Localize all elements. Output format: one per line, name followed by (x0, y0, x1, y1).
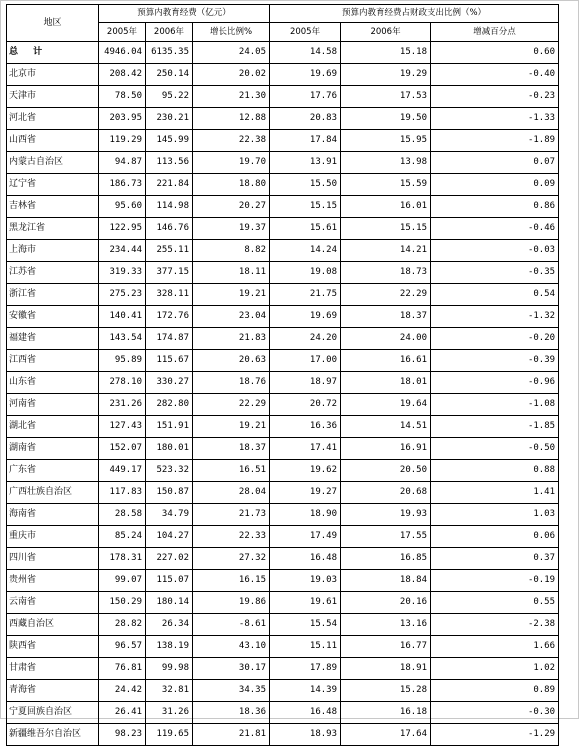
value-cell: 0.06 (431, 526, 559, 548)
value-cell: 523.32 (146, 460, 193, 482)
value-cell: 21.30 (193, 86, 270, 108)
col-2006-ratio: 2006年 (341, 23, 431, 42)
value-cell: 145.99 (146, 130, 193, 152)
value-cell: 34.79 (146, 504, 193, 526)
value-cell: 43.10 (193, 636, 270, 658)
value-cell: 20.83 (270, 108, 341, 130)
value-cell: 115.07 (146, 570, 193, 592)
region-cell: 广东省 (7, 460, 99, 482)
value-cell: 174.87 (146, 328, 193, 350)
region-cell: 黑龙江省 (7, 218, 99, 240)
region-cell: 新疆维吾尔自治区 (7, 724, 99, 746)
value-cell: -1.85 (431, 416, 559, 438)
region-cell: 福建省 (7, 328, 99, 350)
table-row (7, 130, 559, 152)
table-row (7, 350, 559, 372)
value-cell: 95.60 (99, 196, 146, 218)
value-cell: 0.09 (431, 174, 559, 196)
value-cell: 203.95 (99, 108, 146, 130)
value-cell: 20.16 (341, 592, 431, 614)
value-cell: 20.63 (193, 350, 270, 372)
value-cell: 377.15 (146, 262, 193, 284)
value-cell: 16.91 (341, 438, 431, 460)
value-cell: 15.18 (341, 42, 431, 64)
value-cell: -0.35 (431, 262, 559, 284)
value-cell: 18.80 (193, 174, 270, 196)
value-cell: 230.21 (146, 108, 193, 130)
value-cell: 117.83 (99, 482, 146, 504)
value-cell: 0.89 (431, 680, 559, 702)
ratio-group-header: 预算内教育经费占财政支出比例（%） (270, 5, 559, 23)
value-cell: 152.07 (99, 438, 146, 460)
value-cell: -0.30 (431, 702, 559, 724)
value-cell: 250.14 (146, 64, 193, 86)
value-cell: 13.16 (341, 614, 431, 636)
value-cell: 15.59 (341, 174, 431, 196)
table-row (7, 570, 559, 592)
value-cell: 78.50 (99, 86, 146, 108)
value-cell: 1.03 (431, 504, 559, 526)
table-row (7, 174, 559, 196)
region-cell: 陕西省 (7, 636, 99, 658)
value-cell: 26.41 (99, 702, 146, 724)
col-2006-budget: 2006年 (146, 23, 193, 42)
table-row (7, 526, 559, 548)
value-cell: -1.32 (431, 306, 559, 328)
value-cell: 16.85 (341, 548, 431, 570)
value-cell: 21.81 (193, 724, 270, 746)
value-cell: -0.39 (431, 350, 559, 372)
education-budget-table (6, 4, 559, 746)
region-cell: 河北省 (7, 108, 99, 130)
value-cell: 17.64 (341, 724, 431, 746)
value-cell: 18.36 (193, 702, 270, 724)
value-cell: 19.93 (341, 504, 431, 526)
value-cell: 186.73 (99, 174, 146, 196)
region-cell: 四川省 (7, 548, 99, 570)
value-cell: 140.41 (99, 306, 146, 328)
value-cell: -0.23 (431, 86, 559, 108)
value-cell: 16.51 (193, 460, 270, 482)
value-cell: 119.65 (146, 724, 193, 746)
value-cell: 23.04 (193, 306, 270, 328)
value-cell: 16.48 (270, 548, 341, 570)
table-row (7, 152, 559, 174)
value-cell: 13.91 (270, 152, 341, 174)
value-cell: 76.81 (99, 658, 146, 680)
value-cell: 18.97 (270, 372, 341, 394)
value-cell: -0.20 (431, 328, 559, 350)
value-cell: 0.60 (431, 42, 559, 64)
value-cell: 17.53 (341, 86, 431, 108)
table-row (7, 306, 559, 328)
table-row (7, 240, 559, 262)
value-cell: -1.08 (431, 394, 559, 416)
table-row (7, 482, 559, 504)
value-cell: 16.36 (270, 416, 341, 438)
region-cell: 总 计 (7, 42, 99, 64)
value-cell: 19.03 (270, 570, 341, 592)
value-cell: 19.69 (270, 306, 341, 328)
value-cell: 18.37 (341, 306, 431, 328)
value-cell: 20.50 (341, 460, 431, 482)
value-cell: 30.17 (193, 658, 270, 680)
table-row (7, 218, 559, 240)
value-cell: 138.19 (146, 636, 193, 658)
value-cell: 17.76 (270, 86, 341, 108)
value-cell: 16.18 (341, 702, 431, 724)
value-cell: 114.98 (146, 196, 193, 218)
value-cell: 14.24 (270, 240, 341, 262)
value-cell: 16.48 (270, 702, 341, 724)
value-cell: 99.07 (99, 570, 146, 592)
region-cell: 宁夏回族自治区 (7, 702, 99, 724)
value-cell: 0.37 (431, 548, 559, 570)
value-cell: 208.42 (99, 64, 146, 86)
value-cell: 18.73 (341, 262, 431, 284)
value-cell: -2.38 (431, 614, 559, 636)
value-cell: 98.23 (99, 724, 146, 746)
value-cell: 328.11 (146, 284, 193, 306)
region-cell: 甘肃省 (7, 658, 99, 680)
region-cell: 江苏省 (7, 262, 99, 284)
value-cell: -1.29 (431, 724, 559, 746)
value-cell: 15.54 (270, 614, 341, 636)
value-cell: 19.37 (193, 218, 270, 240)
value-cell: 18.11 (193, 262, 270, 284)
value-cell: 22.33 (193, 526, 270, 548)
value-cell: 19.27 (270, 482, 341, 504)
value-cell: 180.01 (146, 438, 193, 460)
table-row (7, 328, 559, 350)
table-row (7, 614, 559, 636)
value-cell: 17.55 (341, 526, 431, 548)
value-cell: 150.29 (99, 592, 146, 614)
value-cell: 24.05 (193, 42, 270, 64)
value-cell: -0.19 (431, 570, 559, 592)
value-cell: 16.15 (193, 570, 270, 592)
value-cell: 14.39 (270, 680, 341, 702)
value-cell: 18.93 (270, 724, 341, 746)
region-cell: 西藏自治区 (7, 614, 99, 636)
value-cell: 28.58 (99, 504, 146, 526)
value-cell: 1.02 (431, 658, 559, 680)
value-cell: 26.34 (146, 614, 193, 636)
value-cell: -0.46 (431, 218, 559, 240)
value-cell: 146.76 (146, 218, 193, 240)
value-cell: 19.64 (341, 394, 431, 416)
region-cell: 湖南省 (7, 438, 99, 460)
region-cell: 吉林省 (7, 196, 99, 218)
table-row (7, 658, 559, 680)
value-cell: 24.20 (270, 328, 341, 350)
value-cell: 18.76 (193, 372, 270, 394)
value-cell: -1.33 (431, 108, 559, 130)
value-cell: 15.15 (270, 196, 341, 218)
value-cell: 330.27 (146, 372, 193, 394)
value-cell: -0.96 (431, 372, 559, 394)
region-cell: 辽宁省 (7, 174, 99, 196)
region-cell: 江西省 (7, 350, 99, 372)
value-cell: 19.08 (270, 262, 341, 284)
col-growth-rate: 增长比例% (193, 23, 270, 42)
value-cell: 231.26 (99, 394, 146, 416)
value-cell: 20.02 (193, 64, 270, 86)
col-2005-ratio: 2005年 (270, 23, 341, 42)
table-row (7, 108, 559, 130)
value-cell: 4946.04 (99, 42, 146, 64)
table-row (7, 284, 559, 306)
value-cell: 19.86 (193, 592, 270, 614)
table-row (7, 702, 559, 724)
region-header: 地区 (7, 5, 99, 42)
table-row (7, 636, 559, 658)
value-cell: 227.02 (146, 548, 193, 570)
value-cell: 28.82 (99, 614, 146, 636)
value-cell: 0.86 (431, 196, 559, 218)
value-cell: 0.07 (431, 152, 559, 174)
value-cell: 22.29 (341, 284, 431, 306)
value-cell: 17.84 (270, 130, 341, 152)
value-cell: 19.21 (193, 416, 270, 438)
value-cell: 180.14 (146, 592, 193, 614)
col-ratio-change: 增减百分点 (431, 23, 559, 42)
value-cell: 95.89 (99, 350, 146, 372)
value-cell: -0.40 (431, 64, 559, 86)
value-cell: 18.37 (193, 438, 270, 460)
value-cell: 28.04 (193, 482, 270, 504)
value-cell: -8.61 (193, 614, 270, 636)
total-row (7, 42, 559, 64)
value-cell: 0.88 (431, 460, 559, 482)
region-cell: 重庆市 (7, 526, 99, 548)
value-cell: 17.89 (270, 658, 341, 680)
value-cell: 104.27 (146, 526, 193, 548)
value-cell: -1.89 (431, 130, 559, 152)
value-cell: 12.88 (193, 108, 270, 130)
value-cell: 18.84 (341, 570, 431, 592)
region-cell: 北京市 (7, 64, 99, 86)
region-cell: 湖北省 (7, 416, 99, 438)
table-row (7, 438, 559, 460)
value-cell: 19.61 (270, 592, 341, 614)
value-cell: 19.29 (341, 64, 431, 86)
value-cell: 18.91 (341, 658, 431, 680)
region-cell: 云南省 (7, 592, 99, 614)
value-cell: 95.22 (146, 86, 193, 108)
col-2005-budget: 2005年 (99, 23, 146, 42)
value-cell: 17.00 (270, 350, 341, 372)
table-row (7, 64, 559, 86)
region-cell: 河南省 (7, 394, 99, 416)
value-cell: 19.62 (270, 460, 341, 482)
value-cell: 24.00 (341, 328, 431, 350)
value-cell: 32.81 (146, 680, 193, 702)
value-cell: 319.33 (99, 262, 146, 284)
region-cell: 浙江省 (7, 284, 99, 306)
value-cell: 275.23 (99, 284, 146, 306)
value-cell: 143.54 (99, 328, 146, 350)
value-cell: 122.95 (99, 218, 146, 240)
value-cell: 14.21 (341, 240, 431, 262)
value-cell: 15.61 (270, 218, 341, 240)
value-cell: 21.83 (193, 328, 270, 350)
table-header (7, 5, 559, 42)
value-cell: 14.51 (341, 416, 431, 438)
value-cell: 22.38 (193, 130, 270, 152)
value-cell: 151.91 (146, 416, 193, 438)
value-cell: 27.32 (193, 548, 270, 570)
value-cell: 178.31 (99, 548, 146, 570)
value-cell: 22.29 (193, 394, 270, 416)
value-cell: 14.58 (270, 42, 341, 64)
region-cell: 安徽省 (7, 306, 99, 328)
value-cell: 20.68 (341, 482, 431, 504)
value-cell: 449.17 (99, 460, 146, 482)
table-row (7, 548, 559, 570)
value-cell: 16.61 (341, 350, 431, 372)
value-cell: 18.90 (270, 504, 341, 526)
value-cell: 1.66 (431, 636, 559, 658)
value-cell: 0.54 (431, 284, 559, 306)
value-cell: 34.35 (193, 680, 270, 702)
value-cell: 19.70 (193, 152, 270, 174)
region-cell: 海南省 (7, 504, 99, 526)
value-cell: 221.84 (146, 174, 193, 196)
value-cell: 99.98 (146, 658, 193, 680)
value-cell: 18.01 (341, 372, 431, 394)
value-cell: 113.56 (146, 152, 193, 174)
table-row (7, 262, 559, 284)
value-cell: -0.03 (431, 240, 559, 262)
region-cell: 广西壮族自治区 (7, 482, 99, 504)
value-cell: 15.95 (341, 130, 431, 152)
region-cell: 山西省 (7, 130, 99, 152)
region-cell: 山东省 (7, 372, 99, 394)
table-row (7, 86, 559, 108)
value-cell: 115.67 (146, 350, 193, 372)
value-cell: 278.10 (99, 372, 146, 394)
table-body (7, 42, 559, 746)
table-row (7, 460, 559, 482)
value-cell: 255.11 (146, 240, 193, 262)
value-cell: 15.50 (270, 174, 341, 196)
value-cell: 282.80 (146, 394, 193, 416)
value-cell: 19.50 (341, 108, 431, 130)
region-cell: 贵州省 (7, 570, 99, 592)
value-cell: 31.26 (146, 702, 193, 724)
value-cell: 20.27 (193, 196, 270, 218)
value-cell: 0.55 (431, 592, 559, 614)
value-cell: 21.73 (193, 504, 270, 526)
value-cell: 119.29 (99, 130, 146, 152)
value-cell: 21.75 (270, 284, 341, 306)
value-cell: 17.41 (270, 438, 341, 460)
value-cell: 16.01 (341, 196, 431, 218)
value-cell: 19.21 (193, 284, 270, 306)
table-row (7, 504, 559, 526)
value-cell: 19.69 (270, 64, 341, 86)
table-row (7, 680, 559, 702)
value-cell: 15.11 (270, 636, 341, 658)
value-cell: 127.43 (99, 416, 146, 438)
value-cell: 172.76 (146, 306, 193, 328)
value-cell: 1.41 (431, 482, 559, 504)
region-cell: 上海市 (7, 240, 99, 262)
table-row (7, 416, 559, 438)
value-cell: 234.44 (99, 240, 146, 262)
value-cell: 24.42 (99, 680, 146, 702)
value-cell: 20.72 (270, 394, 341, 416)
table-row (7, 196, 559, 218)
table-row (7, 372, 559, 394)
value-cell: 150.87 (146, 482, 193, 504)
value-cell: 13.98 (341, 152, 431, 174)
region-cell: 青海省 (7, 680, 99, 702)
value-cell: 94.87 (99, 152, 146, 174)
value-cell: 96.57 (99, 636, 146, 658)
table-row (7, 724, 559, 746)
value-cell: 6135.35 (146, 42, 193, 64)
region-cell: 天津市 (7, 86, 99, 108)
value-cell: 85.24 (99, 526, 146, 548)
value-cell: 16.77 (341, 636, 431, 658)
table-row (7, 592, 559, 614)
table-row (7, 394, 559, 416)
value-cell: 17.49 (270, 526, 341, 548)
value-cell: 15.15 (341, 218, 431, 240)
value-cell: -0.50 (431, 438, 559, 460)
value-cell: 15.28 (341, 680, 431, 702)
budget-group-header: 预算内教育经费（亿元） (99, 5, 270, 23)
region-cell: 内蒙古自治区 (7, 152, 99, 174)
value-cell: 8.82 (193, 240, 270, 262)
